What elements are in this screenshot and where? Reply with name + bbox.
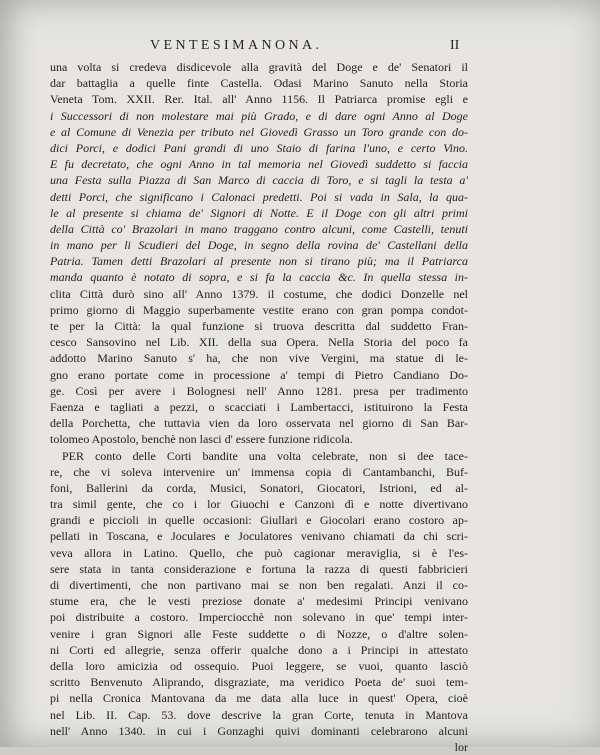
text-line: di divertimenti, che non partivano mai se non ben regalati. Anzi il co-	[50, 578, 468, 592]
text-line: tolomeo Apostolo, benchè non lasci d' essere funzione ridicola.	[50, 432, 353, 447]
page-number: II	[450, 38, 460, 53]
text-line: manda quanto è notato di sopra, e si fa la caccia &c. In quella stessa in-	[50, 270, 468, 285]
text-line: in mano per li Scudieri del Doge, in segno della rovina de' Castellani della	[50, 238, 468, 253]
text-line: addotto Marino Sanuto s' ha, che non vive Vergini, ma statue di le-	[50, 351, 468, 366]
text-line: pi nella Cronica Mantovana da me data alla luce in quest' Opera, cioè	[50, 691, 468, 706]
text-line: gno erano portate come in processione a' tempi di Pietro Candiano Do-	[50, 367, 468, 382]
text-line: veva allora in Latino. Quello, che può cagionar meraviglia, si è l'es-	[50, 545, 468, 560]
text-line: scritto Benvenuto Aliprando, disgraziate, ma veridico Poeta de' suoi tem-	[50, 675, 468, 690]
text-line: ni Corti ed allegrie, senza offerir qualche dono a i Principi in attestato	[50, 642, 468, 657]
text-line: Faenza e tagliati a pezzi, o scacciati i Lambertacci, istituirono la Festa	[50, 399, 468, 414]
text-line: della Città co' Brazolari in mano traggano contro alcuni, come Castelli, tenuti	[50, 221, 468, 236]
text-line: re, che vi soleva intervenire un' immensa copia di Cantambanchi, Buf-	[50, 464, 468, 479]
page-header	[0, 38, 600, 58]
text-line: detti Porci, che significano i Calonaci predetti. Poi si vada in Sala, la qua-	[50, 189, 468, 204]
text-line: cesco Sansovino nel Lib. XII. della sua Opera. Nella Storia del poco fa	[50, 335, 468, 350]
text-line: ge. Così per avere i Bolognesi nell' Anno 1281. presa per tradimento	[50, 383, 468, 398]
text-line: le al presente si chiama de' Signori di Notte. E il Doge con gli altri primi	[50, 205, 468, 220]
text-line: nell' Anno 1340. in cui i Gonzaghi quivi dominanti celebrarono alcuni	[50, 723, 468, 738]
body-text	[50, 59, 468, 755]
text-line: grandi e piccioli in quelle occasioni: Giullari e Giocolari erano costoro ap-	[50, 513, 468, 528]
text-line: clita Città durò sino all' Anno 1379. il costume, che dodici Donzelle nel	[50, 286, 468, 301]
text-line: E fu decretato, che ogni Anno in tal memoria nel Giovedì suddetto si faccia	[50, 157, 468, 172]
text-line: della Porchetta, che tuttavia vien da loro osservata nel giorno di San Bar-	[50, 416, 468, 431]
text-line: e al Comune di Venezia per tributo nel Giovedì Grasso un Toro grande con do-	[50, 124, 468, 139]
text-line: tra simil gente, che co i lor Giuochi e Canzoni dì e notte divertivano	[50, 497, 468, 512]
text-line: sere stata in tanta considerazione e fortuna la razza di questi fabbricieri	[50, 561, 468, 576]
text-line: una volta si credeva disdicevole alla gravità del Doge e de' Senatori il	[50, 60, 468, 74]
text-line: dar battaglia a quelle finte Castella. Odasi Marino Sanuto nella Storia	[50, 76, 468, 91]
text-line: foni, Ballerini da corda, Musici, Sonatori, Giocatori, Istrioni, ed al-	[50, 480, 468, 495]
catchword: lor	[454, 739, 468, 754]
text-line: della loro amicizia od ossequio. Puoi leggere, se vuoi, quanto lasciò	[50, 658, 468, 673]
text-line: te per la Città: la qual funzione si truova descritta dal suddetto Fran-	[50, 319, 468, 333]
text-line: una Festa sulla Piazza di San Marco di caccia di Toro, e si tagli la testa a'	[50, 173, 468, 188]
text-line: poi distribuite a costoro. Imperciocchè non solevano in que' tempi inter-	[50, 610, 468, 625]
text-line: dici Porci, e dodici Pani grandi di uno Staio di farina l'uno, e certo Vino.	[50, 140, 468, 155]
text-line: nel Lib. II. Cap. 53. dove descrive la gran Corte, tenuta in Mantova	[50, 707, 468, 722]
text-line: Patria. Tamen detti Brazolari al presente non si tirano più; ma il Patriarca	[50, 254, 468, 269]
text-line: i Successori di non molestare mai più Grado, e di dare ogni Anno al Doge	[50, 108, 468, 123]
text-line: venire i gran Signori alle Feste suddette o di Nozze, o d'altre solen-	[50, 626, 468, 641]
text-line: primo giorno di Maggio superbamente vestite erano con gran pompa condot-	[50, 302, 468, 317]
text-line: pellati in Toscana, e Joculares e Joculatores venivano chiamati da chi scri-	[50, 529, 468, 544]
text-line: stume era, che le vesti preziose donate a' medesimi Principi venivano	[50, 594, 468, 609]
running-head: VENTESIMANONA.	[150, 38, 323, 53]
text-line: PER conto delle Corti bandite una volta celebrate, non si dee tace-	[62, 448, 468, 463]
text-line: Veneta Tom. XXII. Rer. Ital. all' Anno 1156. Il Patriarca promise egli e	[50, 92, 468, 107]
